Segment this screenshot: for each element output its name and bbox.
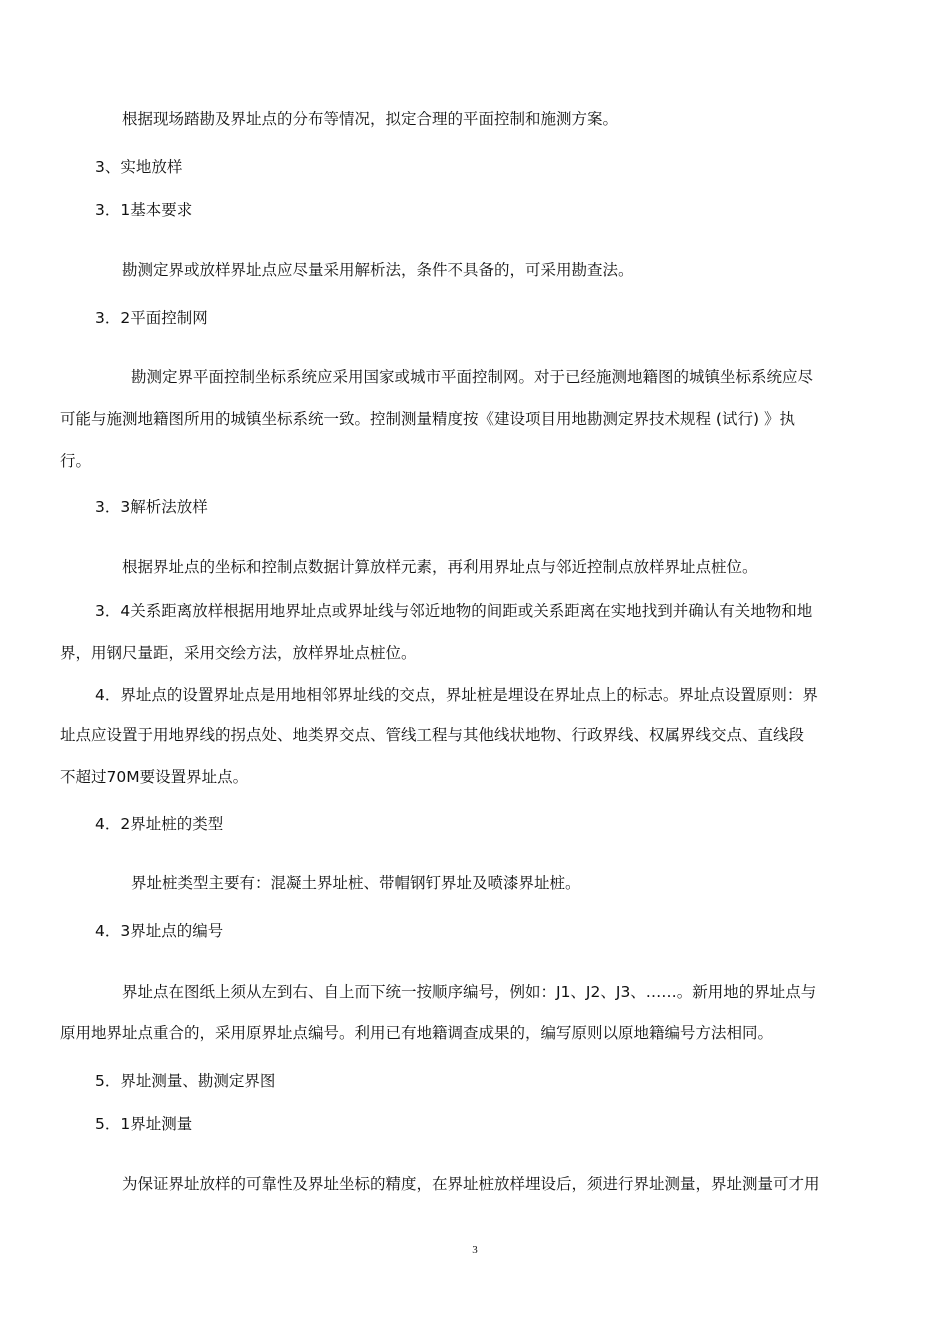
section-heading: 4．3界址点的编号 [95, 922, 224, 940]
paragraph-line: 为保证界址放样的可靠性及界址坐标的精度，在界址桩放样埋设后，须进行界址测量，界址测量可才用 [122, 1175, 820, 1193]
paragraph-line: 4．界址点的设置界址点是用地相邻界址线的交点，界址桩是埋设在界址点上的标志。界址点设置原则：界 [95, 686, 818, 704]
paragraph-line: 行。 [60, 452, 92, 470]
paragraph-line: 界，用钢尺量距，采用交绘方法，放样界址点桩位。 [60, 644, 417, 662]
section-heading: 5．1界址测量 [95, 1115, 193, 1133]
paragraph-line: 3．4关系距离放样根据用地界址点或界址线与邻近地物的间距或关系距离在实地找到并确认有关地物和地 [95, 602, 813, 620]
paragraph-line: 界址点在图纸上须从左到右、自上而下统一按顺序编号，例如：J1、J2、J3、……。新用地的界址点与 [122, 983, 817, 1001]
paragraph-line: 根据现场踏勘及界址点的分布等情况，拟定合理的平面控制和施测方案。 [122, 110, 619, 128]
paragraph-line: 可能与施测地籍图所用的城镇坐标系统一致。控制测量精度按《建设项目用地勘测定界技术规程 (试行) 》执 [60, 410, 795, 428]
section-heading: 4．2界址桩的类型 [95, 815, 224, 833]
page-number: 3 [472, 1244, 478, 1256]
section-heading: 3．2平面控制网 [95, 309, 208, 327]
section-heading: 5．界址测量、勘测定界图 [95, 1072, 276, 1090]
section-heading: 3．3解析法放样 [95, 498, 208, 516]
paragraph-line: 界址桩类型主要有：混凝土界址桩、带帽钢钉界址及喷漆界址桩。 [131, 874, 581, 892]
section-heading: 3．1基本要求 [95, 201, 193, 219]
paragraph-line: 不超过70M要设置界址点。 [60, 768, 249, 786]
paragraph-line: 勘测定界或放样界址点应尽量采用解析法，条件不具备的，可采用勘查法。 [122, 261, 634, 279]
section-heading: 3、实地放样 [95, 158, 183, 176]
paragraph-line: 原用地界址点重合的，采用原界址点编号。利用已有地籍调查成果的，编写原则以原地籍编号方法相同。 [60, 1024, 774, 1042]
paragraph-line: 根据界址点的坐标和控制点数据计算放样元素，再利用界址点与邻近控制点放样界址点桩位。 [122, 558, 758, 576]
paragraph-line: 勘测定界平面控制坐标系统应采用国家或城市平面控制网。对于已经施测地籍图的城镇坐标系统应尽 [131, 368, 814, 386]
paragraph-line: 址点应设置于用地界线的拐点处、地类界交点、管线工程与其他线状地物、行政界线、权属界线交点、直线段 [60, 726, 805, 744]
